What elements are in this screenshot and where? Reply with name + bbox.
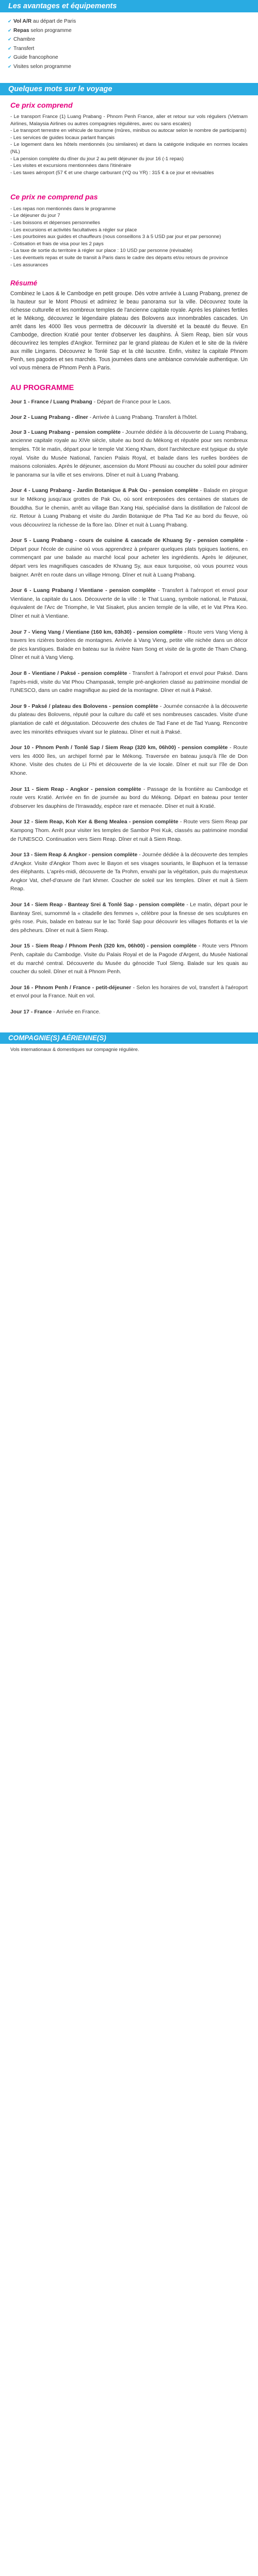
check-icon: ✔ <box>8 37 12 42</box>
day-text: - Départ de France pour le Laos. <box>92 399 171 405</box>
day-description <box>10 429 248 480</box>
compagnies-text: Vols internationaux & domestiques sur compagnie régulière. <box>10 1046 139 1052</box>
day-item <box>10 942 248 976</box>
day-text: - Le matin, départ pour le Banteay Srei, surnommé la « citadelle des femmes », célèbre pour la finesse de ses sculptures en grès rose. Puis, balade en bateau sur le lac Tonlé Sap pour découvrir les villages flottants et la vie des pêcheurs. Dîner et nuit à Siem Reap. <box>10 902 248 934</box>
day-title: Jour 12 - Siem Reap, Koh Ker & Beng Mealea - pension complète <box>10 819 179 825</box>
advantages-section <box>0 0 258 72</box>
day-item <box>10 398 248 406</box>
advantage-lead: Vol A/R <box>13 19 32 24</box>
prix-ne-comprend-title: Ce prix ne comprend pas <box>10 193 98 202</box>
list-item: - Les pourboires aux guides et chauffeurs (nous conseillons 3 à 5 USD par jour et par personne) <box>10 234 221 240</box>
list-item: - La pension complète du dîner du jour 2 au petit déjeuner du jour 16 (-1 repas) <box>10 156 184 162</box>
compagnies-section <box>0 1032 258 1059</box>
advantage-text: Transfert <box>13 45 35 52</box>
day-text: - Journée dédiée à la découverte de Luang Prabang, ancienne capitale royale au XIVe siècle, située au bord du Mékong et réputée pour ses nombreux temples. Tôt le matin, départ pour le temple Vat Xieng Kham, dont l'architecture est typique du style royal. Visite du Musée National, l'ancien Palais Royal, et balade dans les ruelles bordées de maisons coloniales. Après le déjeuner, ascension du Mont Phousi au coucher du soleil pour admirer le panorama sur la ville et ses environs. Dîner et nuit à Luang Prabang. <box>10 429 248 478</box>
day-text: - Route vers Phnom Penh, capitale du Cambodge. Visite du Palais Royal et de la Pagode d'Argent, du Musée National et du marché central. Découverte du Musée du génocide Tuol Sleng. Balade sur les quais au coucher du soleil. Dîner et nuit à Phnom Penh. <box>10 943 248 975</box>
list-item: - Les boissons et dépenses personnelles <box>10 219 100 226</box>
day-title: Jour 7 - Vieng Vang / Vientiane (160 km, 03h30) - pension complète <box>10 629 183 635</box>
day-text: - Transfert à l'aéroport et envol pour Paksé. Dans l'après-midi, visite du Vat Phou Champasak, temple pré-angkorien classé au patrimoine mondial de l'UNESCO, dans un cadre magnifique au pied de la montagne. Dîner et nuit à Paksé. <box>10 671 248 694</box>
programme-days <box>10 398 248 1016</box>
list-item: - Les éventuels repas et suite de transit à Paris dans le cadre des départs et/ou retours de province <box>10 255 228 261</box>
day-title: Jour 16 - Phnom Penh / France - petit-déjeuner <box>10 985 132 991</box>
day-title: Jour 4 - Luang Prabang - Jardin Botanique & Pak Ou - pension complète <box>10 488 199 494</box>
day-title: Jour 3 - Luang Prabang - pension complète <box>10 429 121 435</box>
check-icon: ✔ <box>8 27 12 33</box>
day-item <box>10 587 248 621</box>
day-description <box>10 744 248 778</box>
day-item <box>10 537 248 580</box>
day-text: - Selon les horaires de vol, transfert à l'aéroport et envol pour la France. Nuit en vol. <box>10 985 248 999</box>
day-description <box>10 537 248 580</box>
day-item <box>10 670 248 696</box>
day-title: Jour 8 - Vientiane / Paksé - pension complète <box>10 671 127 676</box>
day-item <box>10 487 248 530</box>
advantage-text: Visites selon programme <box>13 63 71 70</box>
check-icon: ✔ <box>8 19 12 24</box>
day-title: Jour 9 - Paksé / plateau des Bolovens - pension complète <box>10 703 158 709</box>
check-icon: ✔ <box>8 45 12 51</box>
day-title: Jour 6 - Luang Prabang / Vientiane - pension complète <box>10 588 156 594</box>
resume-title: Résumé <box>10 279 38 287</box>
day-description <box>10 587 248 621</box>
day-text: - Route vers les 4000 îles, un archipel formé par le Mékong. Traversée en bateau jusqu'à l'île de Don Khone. Visite des chutes de Li Phi et découverte de la vie locale. Dîner et nuit sur l'île de Don Khone. <box>10 745 248 776</box>
day-item <box>10 984 248 1001</box>
list-item: - Les excursions et activités facultatives à régler sur place <box>10 227 137 233</box>
day-description <box>10 818 248 844</box>
day-description <box>10 851 248 894</box>
day-text: - Route vers Vang Vieng à travers les rizières bordées de montagnes. Arrivée à Vang Vieng, petite ville nichée dans un décor de pics karstiques. Balade en bateau sur la rivière Nam Song et visite de la grotte de Tham Chang. Dîner et nuit à Vang Vieng. <box>10 629 248 661</box>
day-title: Jour 15 - Siem Reap / Phnom Penh (320 km, 06h00) - pension complète <box>10 943 197 950</box>
day-text: - Départ pour l'école de cuisine où vous apprendrez à préparer quelques plats typiques laotiens, en commençant par une balade au marché local pour acheter les ingrédients. Après le déjeuner, départ vers les magnifiques cascades de Khuang Sy, aux eaux turquoise, où vous pourrez vous baigner. Arrêt en route dans un village Hmong. Dîner et nuit à Luang Prabang. <box>10 538 248 578</box>
advantages-list <box>0 17 258 72</box>
day-description <box>10 629 248 663</box>
prix-comprend-title: Ce prix comprend <box>10 101 73 110</box>
day-item <box>10 786 248 811</box>
day-description <box>10 487 248 530</box>
advantage-text: Chambre <box>13 37 35 43</box>
day-title: Jour 10 - Phnom Penh / Tonlé Sap / Siem Reap (320 km, 06h00) - pension complète <box>10 745 228 751</box>
day-text: - Journée dédiée à la découverte des temples d'Angkor. Visite d'Angkor Thom avec le Bayon et ses visages souriants, le Baphuon et la terrasse des éléphants. L'après-midi, découverte de Ta Prohm, envahi par la végétation, puis du majestueux Angkor Vat, chef-d'œuvre de l'art khmer. Coucher de soleil sur les temples. Dîner et nuit à Siem Reap. <box>10 852 248 892</box>
day-text: - Transfert à l'aéroport et envol pour Vientiane, la capitale du Laos. Découverte de la ville : le That Luang, symbole national, le Patuxai, équivalent de l'Arc de Triomphe, le Vat Sisaket, plus ancien temple de la ville, et le Vat Phra Keo. Dîner et nuit à Vientiane. <box>10 588 248 620</box>
day-description <box>10 703 248 737</box>
programme-title: AU PROGRAMME <box>10 384 74 393</box>
day-description <box>10 670 248 696</box>
advantages-title: Les avantages et équipements <box>0 0 258 12</box>
list-item: - Le transport terrestre en véhicule de tourisme (mûres, minibus ou autocar selon le nombre de participants) <box>10 128 247 134</box>
day-text: - Arrivée en France. <box>52 1009 101 1015</box>
day-description <box>10 1008 248 1017</box>
day-text: - Arrivée à Luang Prabang. Transfert à l'hôtel. <box>88 414 198 420</box>
list-item: - Les visites et excursions mentionnées dans l'itinéraire <box>10 163 132 169</box>
day-description <box>10 942 248 976</box>
day-description <box>10 786 248 811</box>
day-text: - Route vers Siem Reap par Kampong Thom. Arrêt pour visiter les temples de Sambor Prei Kuk, classés au patrimoine mondial de l'UNESCO. Continuation vers Siem Reap. Dîner et nuit à Siem Reap. <box>10 819 248 842</box>
list-item: - Le logement dans les hôtels mentionnés (ou similaires) et dans la catégorie indiquée en normes locales (NL) <box>10 142 248 155</box>
prix-ne-comprend-list <box>10 206 248 268</box>
day-title: Jour 2 - Luang Prabang - dîner <box>10 414 88 420</box>
advantage-text: Guide francophone <box>13 55 58 61</box>
day-description <box>10 984 248 1001</box>
day-title: Jour 11 - Siem Reap - Angkor - pension complète <box>10 786 141 792</box>
advantage-item <box>8 53 258 62</box>
day-description <box>10 901 248 935</box>
day-item <box>10 901 248 935</box>
day-item <box>10 744 248 778</box>
day-title: Jour 1 - France / Luang Prabang <box>10 399 92 405</box>
list-item: - Le déjeuner du jour 7 <box>10 213 60 219</box>
day-item <box>10 429 248 480</box>
prix-comprend-list <box>10 113 248 176</box>
compagnies-title: COMPAGNIE(S) AÉRIENNE(S) <box>0 1032 258 1044</box>
advantage-text: au départ de Paris <box>31 19 76 24</box>
infos-content <box>0 100 258 1027</box>
day-title: Jour 5 - Luang Prabang - cours de cuisine & cascade de Khuang Sy - pension complète <box>10 538 244 544</box>
day-item <box>10 851 248 894</box>
advantage-text: selon programme <box>29 27 72 33</box>
list-item: - Le transport France (1) Luang Prabang - Phnom Penh France, aller et retour sur vols réguliers (Vietnam Airlines, Malaysia Airlines ou autres compagnies régulières, avec ou sans escales) <box>10 114 248 127</box>
advantage-item <box>8 62 258 72</box>
day-item <box>10 1008 248 1017</box>
advantage-item <box>8 17 258 26</box>
advantage-item <box>8 26 258 36</box>
infos-title: Quelques mots sur le voyage <box>0 83 258 95</box>
day-description <box>10 414 248 421</box>
infos-section <box>0 83 258 1027</box>
day-text: - Passage de la frontière au Cambodge et route vers Kratié. Arrivée en fin de journée au bord du Mékong. Départ en bateau pour tenter d'observer les dauphins de l'Irrawaddy, espèce rare et menacée. Dîner et nuit à Kratié. <box>10 786 248 809</box>
day-text: - Balade en pirogue sur le Mékong jusqu'aux grottes de Pak Ou, où sont entreposées des centaines de statues de Bouddha. Sur le chemin, arrêt au village Ban Xang Hai, spécialisé dans la distillation de l'alcool de riz. Retour à Luang Prabang et visite du Jardin Botanique de Pha Tad Ke au bord du fleuve, où vous découvrirez la richesse de la flore lao. Dîner et nuit à Luang Prabang. <box>10 488 248 528</box>
list-item: - Cotisation et frais de visa pour les 2 pays <box>10 241 104 247</box>
list-item: - Les taxes aéroport (57 € et une charge carburant (YQ ou YR) : 315 € à ce jour et révisables <box>10 170 214 176</box>
day-title: Jour 14 - Siem Reap - Banteay Srei & Tonlé Sap - pension complète <box>10 902 185 908</box>
resume-text: Combinez le Laos & le Cambodge en petit groupe. Dès votre arrivée à Luang Prabang, prenez de la hauteur sur le Mont Phousi et admirez le beau panorama sur la ville. Découvrez toute la richesse culturelle et les nombreux temples de l'ancienne capitale royale. Après les plaines fertiles et le Mékong, découvrez le légendaire plateau des Bolovens aux innombrables cascades. Un arrêt dans les 4000 îles vous permettra de découvrir la diversité et la beauté du fleuve. En Cambodge, direction Kratié pour tenter d'observer les dauphins. À Siem Reap, bien sûr vous découvrirez les temples d'Angkor. Terminez par le grand plateau de Kulen et le site de la rivière aux mille Lingams. Découvrez le Tonlé Sap et la cité lacustre. Enfin, visitez la capitale Phnom Penh, ses pagodes et ses marchés. Tous journées dans une ambiance conviviale authentique. Un vol vous mènera de Phnom Penh à Paris. <box>10 291 248 371</box>
list-item: - La taxe de sortie du territoire à régler sur place : 10 USD par personne (révisable) <box>10 248 193 254</box>
day-item <box>10 414 248 421</box>
day-title: Jour 17 - France <box>10 1009 52 1015</box>
check-icon: ✔ <box>8 55 12 60</box>
advantage-lead: Repas <box>13 27 29 33</box>
day-title: Jour 13 - Siem Reap & Angkor - pension complète <box>10 852 138 858</box>
day-text: - Journée consacrée à la découverte du plateau des Bolovens, réputé pour la culture du café et ses nombreuses cascades. Visite d'une plantation de café et dégustation. Découverte des chutes de Tad Fane et de Tad Yuang. Rencontre avec les minorités ethniques vivant sur le plateau. Dîner et nuit à Paksé. <box>10 703 248 735</box>
list-item: - Les services de guides locaux parlant français <box>10 134 115 141</box>
advantage-item <box>8 35 258 44</box>
day-item <box>10 629 248 663</box>
day-item <box>10 703 248 737</box>
check-icon: ✔ <box>8 63 12 69</box>
list-item: - Les assurances <box>10 262 49 268</box>
list-item: - Les repas non mentionnés dans le programme <box>10 206 116 212</box>
day-item <box>10 818 248 844</box>
advantage-item <box>8 44 258 54</box>
day-description <box>10 398 248 406</box>
